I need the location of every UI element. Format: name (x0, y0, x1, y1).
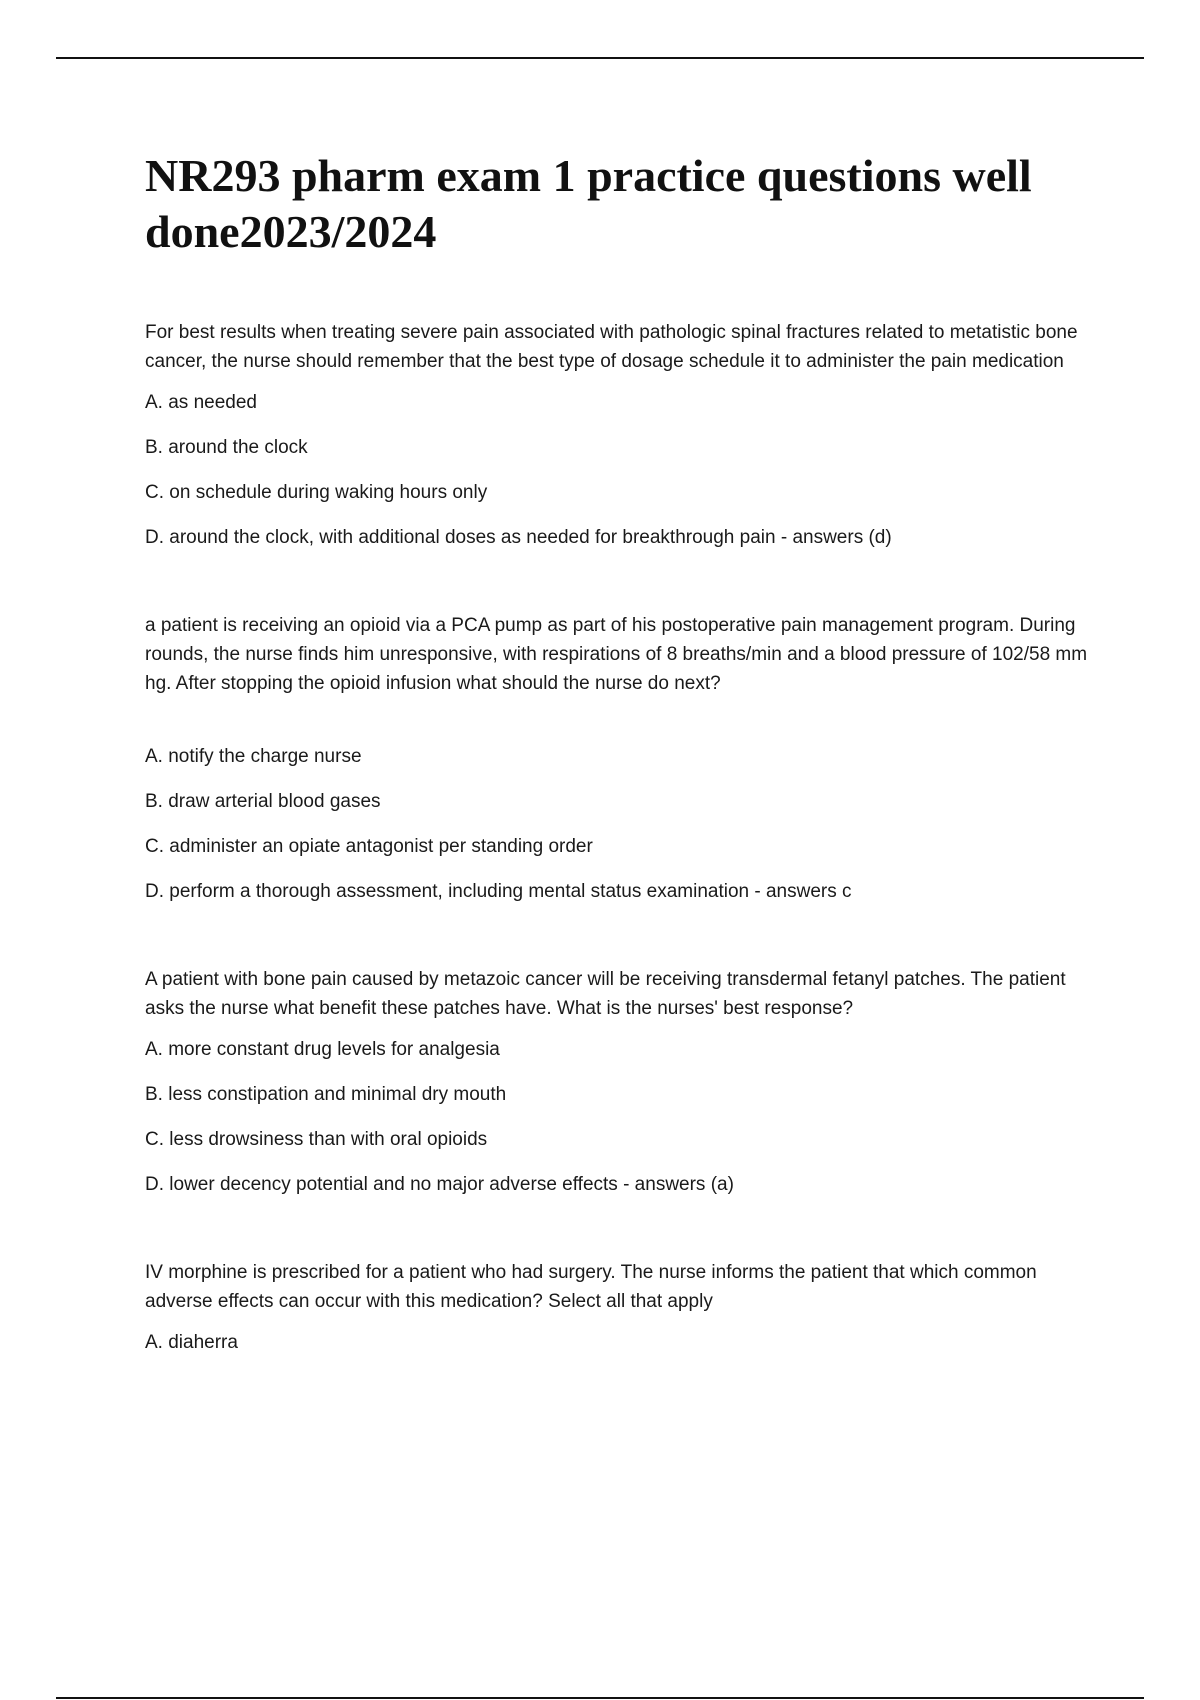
question-text: a patient is receiving an opioid via a PCA pump as part of his postoperative pain management program. During rounds, the nurse finds him unresponsive, with respirations of 8 breaths/min and a blood pressure of 102/58 mm hg. After stopping the opioid infusion what should the nurse do next? (145, 615, 1088, 694)
option-b: B. draw arterial blood gases (145, 791, 381, 812)
option-a: A. as needed (145, 392, 257, 413)
question-4 (145, 1258, 1095, 1357)
question-1 (145, 318, 1095, 552)
option-b: B. less constipation and minimal dry mouth (145, 1084, 507, 1105)
option-a: A. notify the charge nurse (145, 746, 362, 767)
question-3 (145, 965, 1095, 1199)
option-d: D. perform a thorough assessment, including mental status examination - answers c (145, 881, 852, 902)
option-list (145, 388, 1095, 552)
document-page (145, 148, 1095, 1357)
question-text: A patient with bone pain caused by metazoic cancer will be receiving transdermal fetanyl patches. The patient asks the nurse what benefit these patches have. What is the nurses' best response? (145, 969, 1066, 1019)
top-rule (56, 57, 1144, 59)
option-a: A. diaherra (145, 1332, 238, 1353)
question-2 (145, 611, 1095, 906)
option-c: C. administer an opiate antagonist per standing order (145, 836, 593, 857)
option-d: D. around the clock, with additional doses as needed for breakthrough pain - answers (d) (145, 527, 892, 548)
question-text: IV morphine is prescribed for a patient who had surgery. The nurse informs the patient that which common adverse effects can occur with this medication? Select all that apply (145, 1262, 1037, 1312)
option-b: B. around the clock (145, 437, 308, 458)
option-d: D. lower decency potential and no major adverse effects - answers (a) (145, 1174, 734, 1195)
bottom-rule (56, 1697, 1144, 1699)
option-list (145, 1035, 1095, 1199)
question-text: For best results when treating severe pain associated with pathologic spinal fractures related to metatistic bone cancer, the nurse should remember that the best type of dosage schedule it to administer the pain medication (145, 322, 1078, 372)
option-c: C. on schedule during waking hours only (145, 482, 488, 503)
document-title: NR293 pharm exam 1 practice questions well done2023/2024 (145, 150, 1032, 257)
option-a: A. more constant drug levels for analgesia (145, 1039, 500, 1060)
option-list (145, 742, 1095, 906)
option-c: C. less drowsiness than with oral opioids (145, 1129, 488, 1150)
option-list (145, 1328, 1095, 1357)
